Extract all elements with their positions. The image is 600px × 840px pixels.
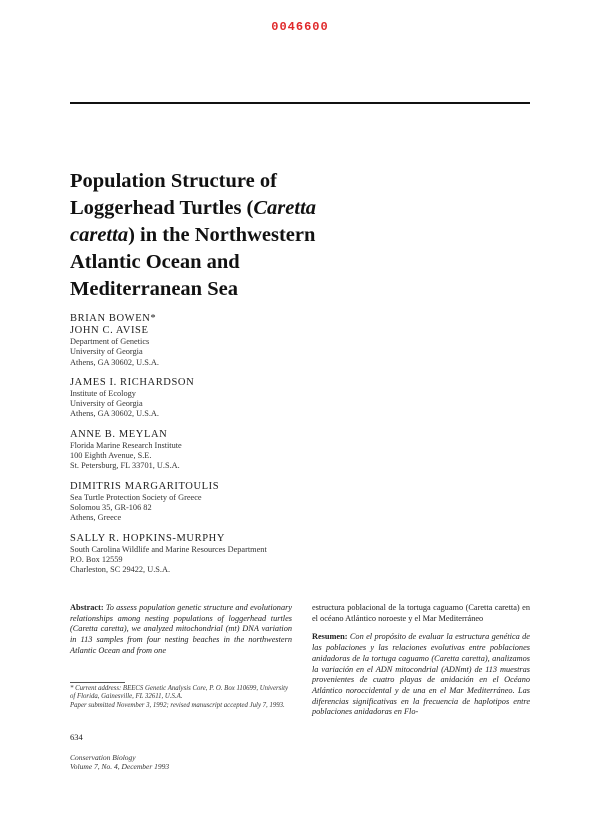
author-block [70, 533, 370, 576]
article-title [70, 168, 360, 303]
author-name: BRIAN BOWEN* [70, 313, 157, 324]
author-block [70, 377, 370, 420]
journal-name: Conservation Biology [70, 753, 136, 762]
abstract-text: To assess population genetic structure and evolutionary relationships among nesting populations of loggerhead turtles (Caretta caretta), we analyzed mitochondrial (mt) DNA variation in 113 samples from four nesting beaches in the northwestern Atlantic Ocean and from one [70, 603, 293, 655]
footnote-line: * Current address: BEECS Genetic Analysis Core, P. O. Box 110699, University of Florida, Gainesville, FL 32611, U.S.A. [70, 685, 289, 701]
affiliation-line: Institute of Ecology [70, 388, 136, 398]
affiliation-line: P.O. Box 12559 [70, 554, 123, 564]
affiliation-line: Athens, Greece [70, 513, 122, 523]
resumen [312, 632, 530, 718]
affiliation-line: Solomou 35, GR-106 82 [70, 502, 152, 512]
abstract-label: Abstract: [70, 603, 104, 612]
right-column [312, 603, 530, 726]
author-name: SALLY R. HOPKINS-MURPHY [70, 532, 226, 544]
title-species-italic: Caretta caretta [70, 197, 317, 246]
resumen-text: Con el propósito de evaluar la estructura genética de las poblaciones y las relaciones evolutivas entre poblaciones anidadoras de la tortuga caguamo (Caretta caretta), analizamos la variación en el ADN mitocondrial (ADNmt) de 113 muestras provenientes de cuatro playas de anidación en el Océano Atlántico noroccidental y de una en el Mar Mediterráneo. Las diferencias significativas en la frecuencia de haplotipos entre poblaciones anidadoras en Flo- [312, 632, 530, 717]
author-list [70, 313, 370, 584]
affiliation-line: Athens, GA 30602, U.S.A. [70, 409, 159, 419]
footnote-rule [70, 682, 125, 683]
affiliation-line: St. Petersburg, FL 33701, U.S.A. [70, 461, 180, 471]
affiliation-line: Florida Marine Research Institute [70, 440, 182, 450]
author-block [70, 429, 370, 472]
header-rule [70, 102, 530, 104]
affiliation-line: South Carolina Wildlife and Marine Resources Department [70, 544, 267, 554]
affiliation-line: University of Georgia [70, 399, 143, 409]
author-block [70, 325, 370, 368]
journal-volume: Volume 7, No. 4, December 1993 [70, 762, 170, 771]
resumen-label: Resumen: [312, 632, 348, 642]
page-number: 634 [70, 732, 83, 742]
affiliation-line: 100 Eighth Avenue, S.E. [70, 451, 152, 461]
affiliation-line: Sea Turtle Protection Society of Greece [70, 492, 202, 502]
author-block [70, 481, 370, 524]
author-name: ANNE B. MEYLAN [70, 428, 168, 440]
author-name: JAMES I. RICHARDSON [70, 376, 195, 388]
author-block [70, 313, 370, 325]
journal-info [70, 753, 169, 771]
affiliation-line: Athens, GA 30602, U.S.A. [70, 357, 159, 367]
title-part-1: Population Structure of Loggerhead Turtles ( [70, 170, 277, 219]
affiliation-line: Department of Genetics [70, 337, 150, 346]
archive-stamp: 0046600 [271, 20, 329, 34]
author-name: JOHN C. AVISE [70, 325, 149, 336]
abstract [70, 603, 292, 657]
affiliation-line: Charleston, SC 29422, U.S.A. [70, 565, 171, 575]
footnote-line: Paper submitted November 3, 1992; revised manuscript accepted July 7, 1993. [70, 701, 285, 709]
footnote [70, 685, 292, 710]
title-part-2: ) in the Northwestern Atlantic Ocean and Mediterranean Sea [70, 224, 316, 300]
affiliation-line: University of Georgia [70, 347, 143, 357]
spanish-title: estructura poblacional de la tortuga caguamo (Caretta caretta) en el océano Atlántico noroeste y el Mar Mediterráneo [312, 603, 530, 623]
author-name: DIMITRIS MARGARITOULIS [70, 480, 220, 492]
